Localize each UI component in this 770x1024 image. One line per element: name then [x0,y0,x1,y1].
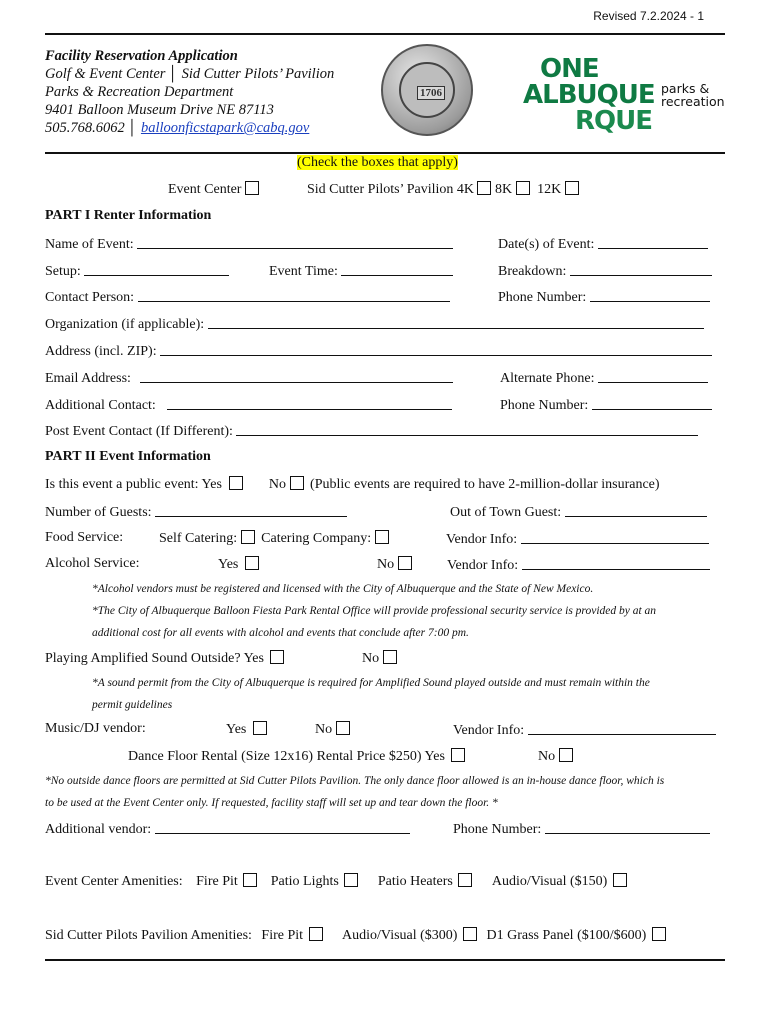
contact-person-label: Contact Person: [45,290,135,305]
address-label: Address (incl. ZIP): [45,344,157,359]
organization-field[interactable] [45,315,704,333]
out-of-town-field[interactable] [450,503,707,521]
pavilion-12k-checkbox[interactable] [565,181,579,195]
scp-fire-pit-checkbox[interactable] [309,927,323,941]
additional-vendor-phone-field[interactable] [453,820,710,838]
email-label: Email Address: [45,371,131,386]
food-vendor-info-line[interactable] [521,530,709,544]
amplified-no-label: No [362,651,380,666]
self-catering-label: Self Catering: [159,531,238,546]
organization-line[interactable] [208,315,704,329]
alcohol-no-checkbox[interactable] [398,556,412,570]
header-contact [45,119,334,137]
ec-patio-heaters-label: Patio Heaters [377,874,453,889]
guests-line[interactable] [155,503,347,517]
post-event-contact-field[interactable] [45,422,698,440]
venue-pavilion-options [307,181,579,198]
phone-number-line[interactable] [590,288,710,302]
dates-label: Date(s) of Event: [498,237,595,252]
event-time-line[interactable] [341,262,453,276]
dance-floor-row [128,748,465,765]
logo-parks-recreation [661,82,725,108]
alcohol-yes-checkbox[interactable] [245,556,259,570]
form-title: Facility Reservation Application [45,48,238,64]
contact-person-field[interactable] [45,288,450,306]
venue-event-center-label: Event Center [168,182,242,197]
food-vendor-info-label: Vendor Info: [446,532,518,547]
phone-number-field[interactable] [498,288,710,306]
amplified-sound-label: Playing Amplified Sound Outside? Yes [45,651,264,666]
event-center-amenities-label: Event Center Amenities: [45,874,183,889]
name-of-event-line[interactable] [137,235,453,249]
address-line[interactable] [160,342,712,356]
additional-vendor-line[interactable] [155,820,410,834]
email-field[interactable] [45,369,453,387]
alcohol-no-label: No [377,557,395,572]
music-dj-vendor-info-field[interactable] [453,721,716,739]
pavilion-8k-label: 8K [494,182,513,197]
food-service-options [159,530,389,547]
event-time-label: Event Time: [269,264,338,279]
event-center-checkbox[interactable] [245,181,259,195]
organization-label: Organization (if applicable): [45,317,205,332]
pavilion-12k-label: 12K [537,182,562,197]
dance-floor-note-2: to be used at the Event Center only. If requested, facility staff will set up and tear down the floor. * [45,797,498,809]
amplified-no [362,650,397,667]
venue-event-center[interactable] [168,181,259,198]
amplified-no-checkbox[interactable] [383,650,397,664]
scp-fire-pit-label: Fire Pit [261,928,304,943]
name-of-event-label: Name of Event: [45,237,134,252]
music-dj-yes-label: Yes [226,722,247,737]
email-line[interactable] [140,369,453,383]
amplified-sound-row [45,650,284,667]
dance-floor-no-checkbox[interactable] [559,748,573,762]
scp-d1-grass-panel-checkbox[interactable] [652,927,666,941]
public-no-checkbox[interactable] [290,476,304,490]
alcohol-note-2: *The City of Albuquerque Balloon Fiesta Park Rental Office will provide professional security service is provided by at an [92,605,657,617]
additional-contact-field[interactable] [45,396,452,414]
email-link[interactable]: balloonficstapark@cabq.gov [140,120,310,136]
additional-vendor-label: Additional vendor: [45,822,152,837]
food-vendor-info-field[interactable] [446,530,709,548]
logo-one: ONE [540,54,599,84]
music-dj-no-label: No [315,722,333,737]
header-bottom-rule [45,152,725,154]
alcohol-vendor-info-label: Vendor Info: [447,558,519,573]
dance-floor-yes-checkbox[interactable] [451,748,465,762]
music-dj-no-checkbox[interactable] [336,721,350,735]
catering-company-label: Catering Company: [261,531,372,546]
seal-year: 1706 [417,86,445,100]
self-catering-checkbox[interactable] [241,530,255,544]
amplified-yes-checkbox[interactable] [270,650,284,664]
dates-line[interactable] [598,235,708,249]
guests-field[interactable] [45,503,347,521]
additional-vendor-field[interactable] [45,820,410,838]
dates-field[interactable] [498,235,708,253]
alternate-phone-label: Alternate Phone: [500,371,595,386]
music-dj-label: Music/DJ vendor: [45,721,146,736]
guests-label: Number of Guests: [45,505,152,520]
ec-audio-visual-checkbox[interactable] [613,873,627,887]
public-yes-checkbox[interactable] [229,476,243,490]
additional-phone-label: Phone Number: [500,398,589,413]
ec-fire-pit-label: Fire Pit [196,874,238,889]
phone-number-label: Phone Number: [498,290,587,305]
public-event-row [45,476,660,493]
setup-field[interactable] [45,262,229,280]
music-dj-yes-checkbox[interactable] [253,721,267,735]
out-of-town-line[interactable] [565,503,707,517]
dance-floor-no [538,748,573,765]
setup-line[interactable] [84,262,229,276]
alcohol-yes [218,556,259,573]
post-event-contact-line[interactable] [236,422,698,436]
pavilion-4k-label: Sid Cutter Pilots’ Pavilion 4K [307,182,474,197]
ec-patio-lights-label: Patio Lights [270,874,339,889]
ec-patio-lights-checkbox[interactable] [344,873,358,887]
additional-contact-line[interactable] [167,396,452,410]
part2-heading: PART II Event Information [45,449,211,464]
header-department: Parks & Recreation Department [45,84,234,100]
out-of-town-label: Out of Town Guest: [450,505,562,520]
ec-patio-heaters-checkbox[interactable] [458,873,472,887]
footer-rule [45,959,725,961]
music-dj-vendor-info-label: Vendor Info: [453,723,525,738]
breakdown-line[interactable] [570,262,712,276]
setup-label: Setup: [45,264,81,279]
alcohol-vendor-info-field[interactable] [447,556,710,574]
logo-recreation: recreation [661,94,725,109]
event-time-field[interactable] [269,262,453,280]
additional-contact-label: Additional Contact: [45,398,156,413]
alcohol-yes-label: Yes [218,557,239,572]
alternate-phone-line[interactable] [598,369,708,383]
logo-albuque: ALBUQUE [523,80,655,110]
additional-phone-field[interactable] [500,396,712,414]
header-phone: 505.768.6062 │ [45,120,141,136]
pavilion-4k-checkbox[interactable] [477,181,491,195]
header-top-rule [45,33,725,35]
alcohol-note-3: additional cost for all events with alcohol and events that conclude after 7:00 pm. [92,627,469,639]
food-service-label: Food Service: [45,530,124,545]
address-field[interactable] [45,342,712,360]
scp-audio-visual-checkbox[interactable] [463,927,477,941]
public-event-label: Is this event a public event: Yes [45,477,222,492]
check-boxes-note [297,155,458,171]
alcohol-vendor-info-line[interactable] [522,556,710,570]
revision-label: Revised 7.2.2024 - 1 [593,9,704,23]
pavilion-amenities-row [45,927,666,944]
header-block [45,47,334,137]
alcohol-service-label: Alcohol Service: [45,556,140,571]
header-venues: Golf & Event Center │ Sid Cutter Pilots’ Pavilion [45,66,335,82]
scp-d1-grass-panel-label: D1 Grass Panel ($100/$600) [486,928,647,943]
sound-note-2: permit guidelines [92,699,173,711]
additional-vendor-phone-line[interactable] [545,820,710,834]
sound-note-1: *A sound permit from the City of Albuquerque is required for Amplified Sound played outside and must remain within the [92,677,650,689]
city-seal [381,44,473,136]
pavilion-8k-checkbox[interactable] [516,181,530,195]
catering-company-checkbox[interactable] [375,530,389,544]
insurance-note: (Public events are required to have 2-million-dollar insurance) [310,477,660,492]
pavilion-amenities-label: Sid Cutter Pilots Pavilion Amenities: [45,928,252,943]
public-no-label: No [268,477,287,492]
breakdown-label: Breakdown: [498,264,567,279]
check-note-text: (Check the boxes that apply) [297,155,458,170]
event-center-amenities-row [45,873,627,890]
logo-parks: parks & [661,81,710,96]
ec-fire-pit-checkbox[interactable] [243,873,257,887]
breakdown-field[interactable] [498,262,712,280]
additional-vendor-phone-label: Phone Number: [453,822,542,837]
music-dj-yes [226,721,267,738]
alcohol-note-1: *Alcohol vendors must be registered and licensed with the City of Albuquerque and the State of New Mexico. [92,583,594,595]
dance-floor-note-1: *No outside dance floors are permitted at Sid Cutter Pilots Pavilion. The only dance floor allowed is an in-house dance floor, which is [45,775,665,787]
ec-audio-visual-label: Audio/Visual ($150) [491,874,608,889]
post-event-contact-label: Post Event Contact (If Different): [45,424,233,439]
music-dj-no [315,721,350,738]
alcohol-no [377,556,412,573]
logo-rque: RQUE [575,106,652,136]
name-of-event-field[interactable] [45,235,453,253]
contact-person-line[interactable] [138,288,450,302]
header-address: 9401 Balloon Museum Drive NE 87113 [45,102,274,118]
dance-floor-no-label: No [538,749,556,764]
additional-phone-line[interactable] [592,396,712,410]
alternate-phone-field[interactable] [500,369,708,387]
dance-floor-label: Dance Floor Rental (Size 12x16) Rental Price $250) Yes [128,749,445,764]
part1-heading: PART I Renter Information [45,208,212,223]
music-dj-vendor-info-line[interactable] [528,721,716,735]
scp-audio-visual-label: Audio/Visual ($300) [342,928,458,943]
